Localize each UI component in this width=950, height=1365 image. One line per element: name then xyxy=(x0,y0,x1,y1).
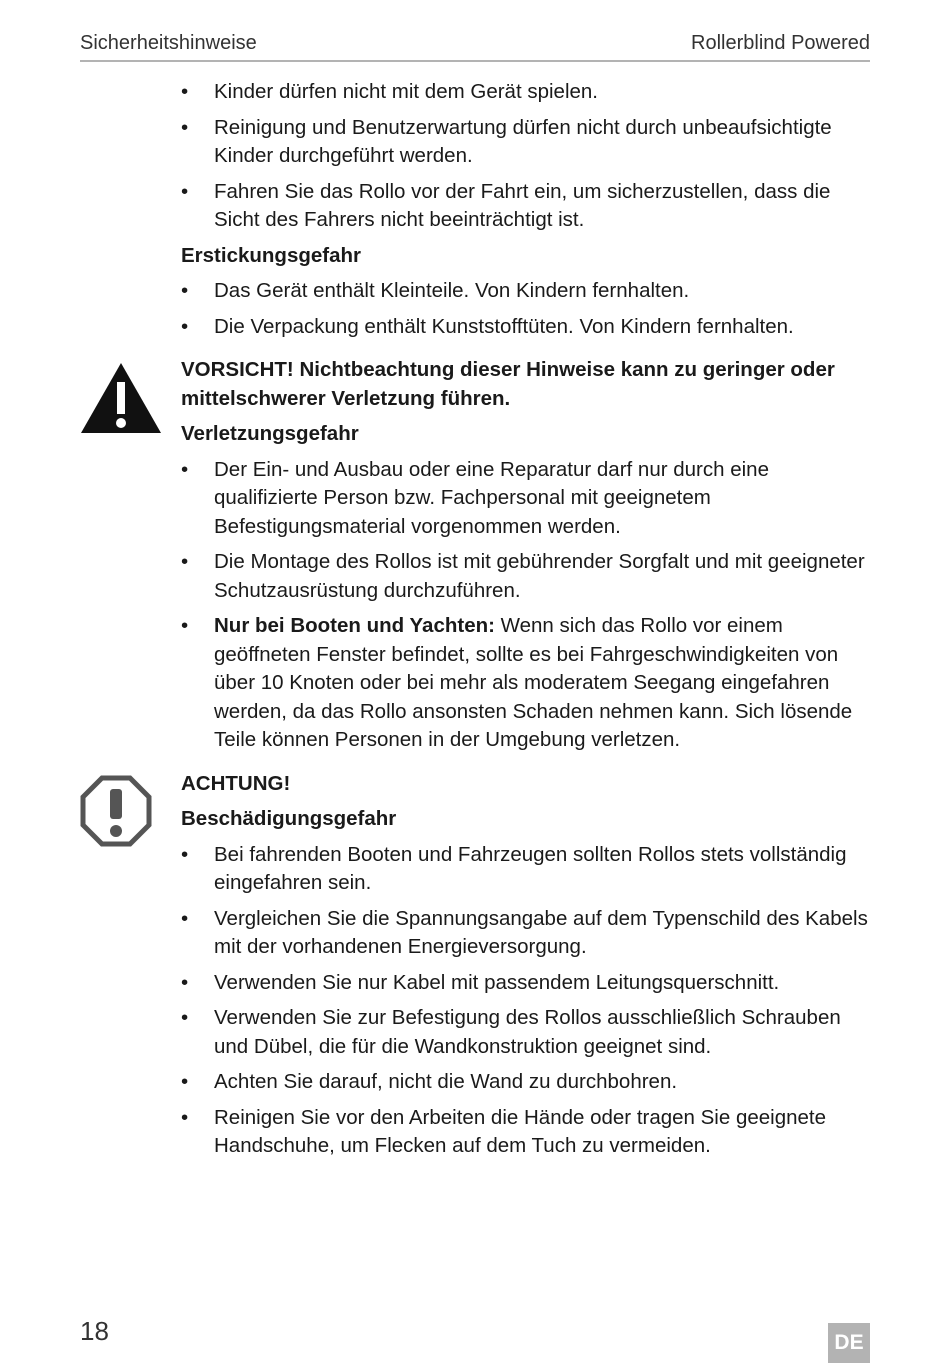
bullet: • xyxy=(181,457,189,481)
list-item-text: Achten Sie darauf, nicht die Wand zu durchbohren. xyxy=(214,1070,678,1093)
bullet: • xyxy=(181,1006,189,1029)
list-item-text: Wenn sich das Rollo vor einem geöffneten Fenster befindet, sollte es bei Fahrgeschwindigkeiten von über 10 Knoten oder bei mehr als moderatem Seegang eingefahren werden, da das Rollo ansonsten Schaden nehmen kann. Sich lösende Teile können Personen in der Umgebung verletzen. xyxy=(214,614,853,751)
list-item xyxy=(181,548,871,605)
bullet: • xyxy=(181,179,189,203)
list-item-text: Die Verpackung enthält Kunststofftüten. Von Kindern fernhalten. xyxy=(214,314,794,338)
bullet: • xyxy=(181,842,189,866)
list-item-text: Reinigung und Benutzerwartung dürfen nicht durch unbeaufsichtigte Kinder durchgeführt werden. xyxy=(214,115,832,167)
list-item xyxy=(181,969,871,998)
list-item xyxy=(181,456,871,542)
caution-signal-text: VORSICHT! Nichtbeachtung dieser Hinweise kann zu geringer oder mittelschwerer Verletzung führen. xyxy=(181,358,835,410)
list-item xyxy=(181,313,871,342)
list-item xyxy=(181,78,871,107)
bullet: • xyxy=(181,279,189,302)
bullet: • xyxy=(181,550,189,573)
bullet: • xyxy=(181,1070,189,1093)
list-item xyxy=(181,1104,871,1161)
octagon-exclamation-icon xyxy=(80,775,152,847)
notice-signal-text: ACHTUNG! xyxy=(181,771,291,795)
list-item xyxy=(181,114,871,171)
damage-list xyxy=(181,841,871,1161)
list-item-text: Das Gerät enthält Kleinteile. Von Kindern fernhalten. xyxy=(214,279,690,302)
bullet: • xyxy=(181,80,189,103)
list-item-text: Der Ein- und Ausbau oder eine Reparatur darf nur durch eine qualifizierte Person bzw. Fachpersonal mit geeignetem Befestigungsmaterial vorgenommen werden. xyxy=(214,457,769,538)
bullet: • xyxy=(181,970,189,994)
list-item-text: Reinigen Sie vor den Arbeiten die Hände oder tragen Sie geeignete Handschuhe, um Flecken auf dem Tuch zu vermeiden. xyxy=(214,1105,827,1157)
suffocation-list xyxy=(181,277,871,341)
bullet: • xyxy=(181,906,189,930)
list-item xyxy=(181,905,871,962)
list-item xyxy=(181,841,871,898)
boats-only-label: Nur bei Booten und Yachten: xyxy=(214,614,495,637)
bullet: • xyxy=(181,115,189,139)
bullet: • xyxy=(181,314,189,338)
suffocation-heading: Erstickungsgefahr xyxy=(181,243,361,267)
list-item-text: Verwenden Sie nur Kabel mit passendem Leitungsquerschnitt. xyxy=(214,970,780,994)
list-item-text: Verwenden Sie zur Befestigung des Rollos ausschließlich Schrauben und Dübel, die für die Wandkonstruktion geeignet sind. xyxy=(214,1006,841,1058)
list-item-text: Die Montage des Rollos ist mit gebührender Sorgfalt und mit geeigneter Schutzausrüstung durchzuführen. xyxy=(214,550,865,602)
injury-heading: Verletzungsgefahr xyxy=(181,422,359,445)
bullet: • xyxy=(181,614,189,637)
list-item xyxy=(181,1068,871,1097)
list-item-text: Fahren Sie das Rollo vor der Fahrt ein, um sicherzustellen, dass die Sicht des Fahrers nicht beeinträchtigt ist. xyxy=(214,179,831,231)
bullet: • xyxy=(181,1105,189,1129)
header-section-title: Sicherheitshinweise xyxy=(80,32,257,54)
injury-list xyxy=(181,456,871,755)
main-content xyxy=(181,78,871,1168)
list-item xyxy=(181,178,871,235)
list-item-text: Vergleichen Sie die Spannungsangabe auf dem Typenschild des Kabels mit der vorhandenen Energieversorgung. xyxy=(214,906,868,958)
children-safety-list xyxy=(181,78,871,235)
list-item-text: Bei fahrenden Booten und Fahrzeugen sollten Rollos stets vollständig eingefahren sein. xyxy=(214,842,847,894)
list-item xyxy=(181,1004,871,1061)
language-badge: DE xyxy=(828,1323,870,1363)
header-product-name: Rollerblind Powered xyxy=(691,32,870,54)
list-item xyxy=(181,277,871,306)
page-number: 18 xyxy=(80,1316,109,1346)
warning-triangle-icon xyxy=(80,362,162,434)
list-item xyxy=(181,612,871,755)
page-header xyxy=(80,30,870,62)
damage-heading: Beschädigungsgefahr xyxy=(181,807,397,830)
list-item-text: Kinder dürfen nicht mit dem Gerät spielen. xyxy=(214,80,598,103)
